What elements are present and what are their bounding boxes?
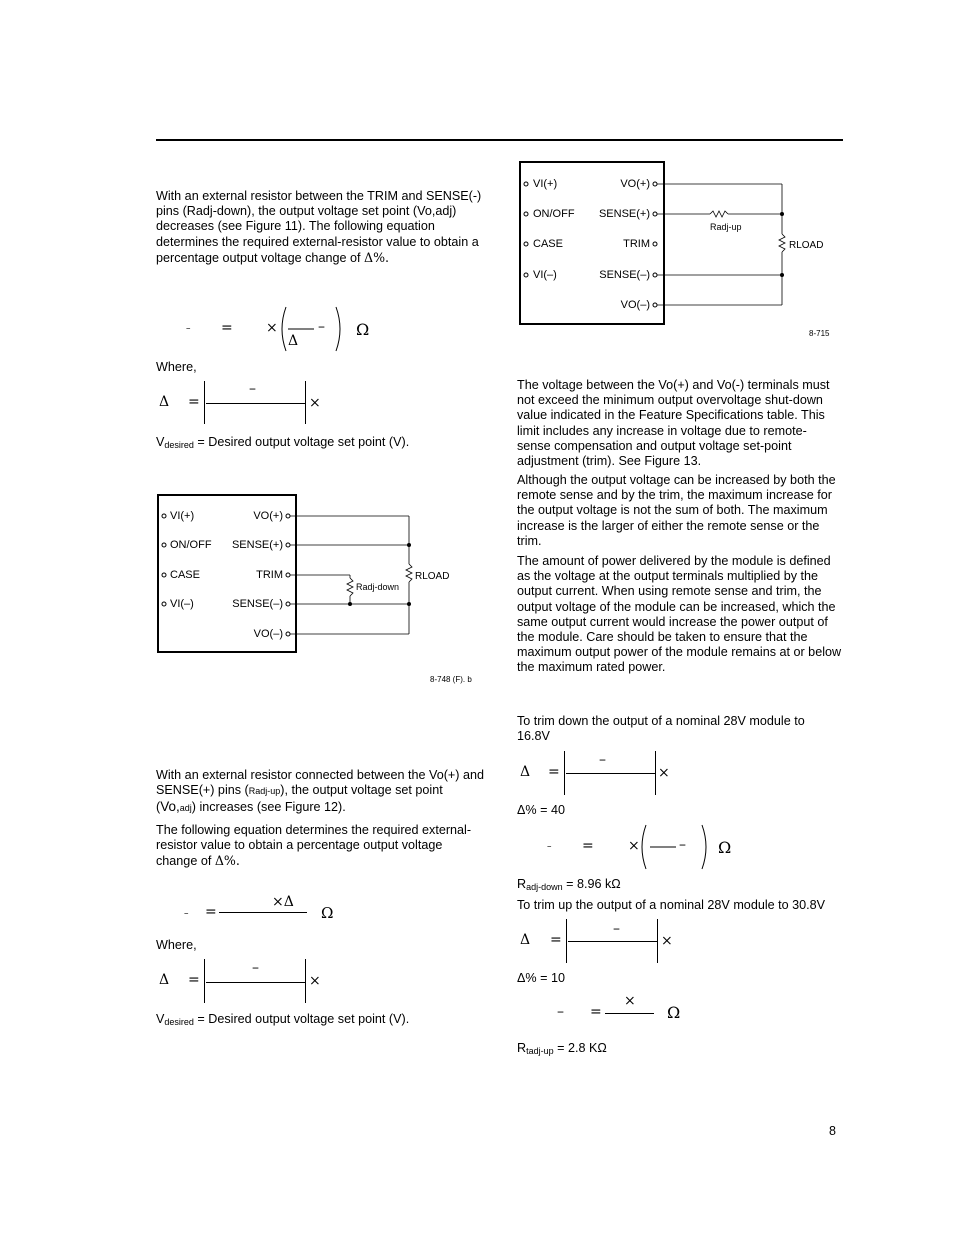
fig12-pin-vo-minus: VO(–)	[620, 299, 650, 311]
fig11-pin-on-off: ON/OFF	[170, 539, 212, 551]
fig11-pin-vi-minus: VI(–)	[170, 598, 194, 610]
fig11-pin-vo-plus: VO(+)	[253, 510, 283, 522]
fig11-pin-sense-minus: SENSE(–)	[232, 598, 283, 610]
fig11-pin-trim: TRIM	[256, 569, 283, 581]
fig12-pin-trim: TRIM	[623, 238, 650, 250]
fig12-pin-sense-minus: SENSE(–)	[599, 269, 650, 281]
fig11-pin-case: CASE	[170, 569, 200, 581]
figure-11-circuit	[150, 490, 480, 690]
example-trim-down: To trim down the output of a nominal 28V module to 16.8V	[517, 714, 805, 744]
where-label-2: Where,	[156, 938, 197, 952]
fig11-pin-vo-minus: VO(–)	[253, 628, 283, 640]
where-label-1: Where,	[156, 360, 197, 374]
fig12-pin-vi-plus: VI(+)	[533, 178, 558, 190]
example-trim-up: To trim up the output of a nominal 28V module to 30.8V	[517, 898, 826, 912]
header-rule	[156, 139, 843, 141]
fig12-radj-up-label: Radj-up	[710, 222, 742, 232]
delta-40: Δ% = 40	[517, 803, 565, 817]
fig12-pin-sense-plus: SENSE(+)	[598, 208, 650, 220]
vdesired-definition-2: $V_{desired}$ = Desired output voltage set point (V).	[156, 1012, 410, 1027]
fig12-code: 8-715	[809, 329, 830, 338]
trim-up-paragraph-1: With an external resistor connected between the Vo(+) and SENSE(+) pins (Radj-up), the output voltage set point (Vo,adj) increases (see Figure 12).	[156, 768, 484, 815]
fig12-pin-case: CASE	[533, 238, 563, 250]
fig12-rload-label: RLOAD	[789, 240, 824, 251]
page-number: 8	[829, 1124, 836, 1138]
fig12-pin-vo-plus: VO(+)	[620, 178, 650, 190]
radj-up-result: $R_{tadj-up} = 2.8$ KΩ	[517, 1041, 607, 1056]
max-increase-paragraph: Although the output voltage can be increased by both the remote sense and by the trim, the maximum increase for the output voltage is not the sum of both. The maximum increase is the larger of either the remote sense or the trim.	[517, 473, 836, 548]
radj-down-result: $R_{adj-down} = 8.96$ kΩ	[517, 877, 621, 892]
fig11-radj-down-label: Radj-down	[356, 582, 400, 592]
fig12-pin-vi-minus: VI(–)	[533, 269, 557, 281]
fig11-code: 8-748 (F). b	[430, 675, 472, 684]
vdesired-definition-1: $V_{desired}$ = Desired output voltage set point (V).	[156, 435, 410, 450]
overvoltage-paragraph: The voltage between the Vo(+) and Vo(-) terminals must not exceed the minimum output overvoltage shut-down value indicated in the Feature Specifications table. This limit includes any increase in voltage due to remote- sense compensation and output voltage set-point adjustment (trim). See Figure 13.	[517, 378, 830, 469]
trim-down-paragraph: With an external resistor between the TRIM and SENSE(-) pins (Radj-down), the output voltage set point (Vo,adj) decreases (see Figure 11). The following equation determines the required external-resistor value to obtain a percentage output voltage change of Δ%.	[156, 189, 482, 265]
fig12-pin-on-off: ON/OFF	[533, 208, 575, 220]
power-paragraph: The amount of power delivered by the module is defined as the voltage at the output terminals multiplied by the output current. When using remote sense and trim, the output voltage of the module can be increased, which the same output current would increase the power output of the module. Care should be taken to ensure that the maximum output power of the module remains at or below the maximum rated power.	[517, 554, 842, 675]
fig11-pin-vi-plus: VI(+)	[170, 510, 195, 522]
fig11-left-pins	[162, 514, 166, 606]
fig11-rload-label: RLOAD	[415, 571, 450, 582]
trim-up-paragraph-2: The following equation determines the required external-resistor value to obtain a percentage output voltage change of Δ%.	[156, 823, 472, 869]
fig11-pin-sense-plus: SENSE(+)	[231, 539, 283, 551]
fig11-right-pins	[286, 514, 290, 636]
delta-10: Δ% = 10	[517, 971, 565, 985]
